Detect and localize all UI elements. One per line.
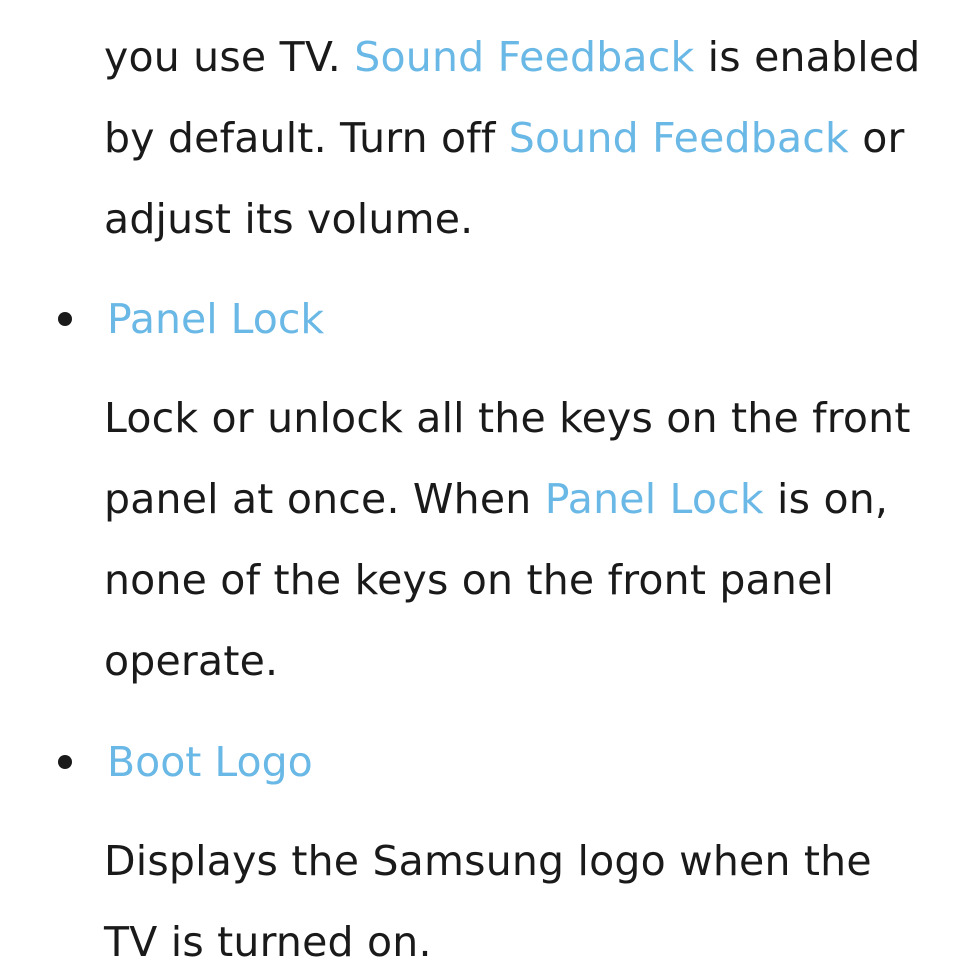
- panel-lock-description: [104, 378, 934, 702]
- sound-feedback-link[interactable]: Sound Feedback: [508, 114, 849, 162]
- text-line: operate.: [104, 637, 279, 685]
- text-line: adjust its volume.: [104, 195, 474, 243]
- sound-feedback-description: [104, 17, 934, 260]
- bullet-icon: [58, 312, 72, 326]
- bullet-icon: [58, 755, 72, 769]
- text-line: you use TV. Sound Feedback is enabled: [104, 33, 921, 81]
- sound-feedback-link[interactable]: Sound Feedback: [354, 33, 695, 81]
- boot-logo-heading[interactable]: Boot Logo: [107, 738, 313, 786]
- text-line: Displays the Samsung logo when the: [104, 837, 872, 885]
- panel-lock-item[interactable]: [58, 279, 324, 360]
- text-line: TV is turned on.: [104, 918, 432, 966]
- boot-logo-description: [104, 821, 934, 977]
- text-line: panel at once. When Panel Lock is on,: [104, 475, 889, 523]
- boot-logo-item[interactable]: [58, 722, 313, 803]
- text-line: Lock or unlock all the keys on the front: [104, 394, 911, 442]
- panel-lock-link[interactable]: Panel Lock: [544, 475, 764, 523]
- text-line: by default. Turn off Sound Feedback or: [104, 114, 905, 162]
- text-line: none of the keys on the front panel: [104, 556, 835, 604]
- panel-lock-heading[interactable]: Panel Lock: [107, 295, 325, 343]
